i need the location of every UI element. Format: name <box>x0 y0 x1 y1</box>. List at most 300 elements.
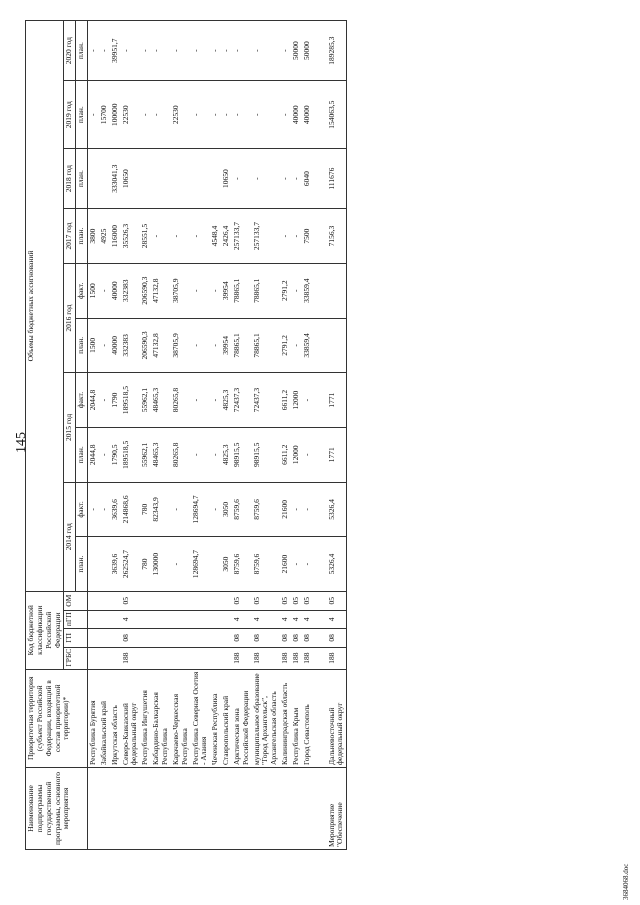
cell-grbs <box>221 647 232 669</box>
cell-2014-plan: 3050 <box>221 537 232 592</box>
table-row <box>110 21 121 850</box>
cell-2017-plan: 4548,4 <box>210 209 221 264</box>
cell-2014-plan <box>88 537 99 592</box>
cell-grbs: 188 <box>121 647 141 669</box>
spacer-cell <box>313 669 327 767</box>
cell-2020-plan: 50000 <box>302 21 313 81</box>
cell-gp <box>221 629 232 648</box>
cell-2017-plan: 28551,5 <box>140 209 151 264</box>
cell-grbs: 188 <box>280 647 291 669</box>
cell-program <box>140 767 151 849</box>
cell-2018-plan: - <box>232 149 252 209</box>
cell-2014-fact: - <box>88 482 99 537</box>
cell-program <box>171 767 191 849</box>
cell-2017-plan: - <box>151 209 171 264</box>
cell-2020-plan: - <box>140 21 151 81</box>
cell-2020-plan: - <box>191 21 211 81</box>
cell-om: 05 <box>291 591 302 610</box>
cell-pgp: 4 <box>252 610 281 629</box>
spacer-cell <box>313 209 327 264</box>
cell-2014-plan: - <box>302 537 313 592</box>
cell-2014-fact: - <box>171 482 191 537</box>
table-row <box>140 21 151 850</box>
cell-om <box>140 591 151 610</box>
header-plan: план. <box>76 149 88 209</box>
spacer-cell <box>313 647 327 669</box>
cell-grbs <box>210 647 221 669</box>
cell-2016-fact: 47132,8 <box>151 263 171 318</box>
cell-territory: Дальневосточный федеральный округ <box>327 669 347 767</box>
cell-2014-fact: 21600 <box>280 482 291 537</box>
cell-2019-plan: 40000 <box>302 81 313 149</box>
cell-2019-plan: - <box>210 81 221 149</box>
cell-2016-fact: 78865,1 <box>232 263 252 318</box>
cell-2014-plan: 21600 <box>280 537 291 592</box>
cell-territory: Арктическая зона Российской Федерации <box>232 669 252 767</box>
cell-2016-fact: 39954 <box>221 263 232 318</box>
cell-om <box>151 591 171 610</box>
cell-2017-plan: 3800 <box>88 209 99 264</box>
cell-2020-plan: 50000 <box>291 21 302 81</box>
table-row <box>302 21 313 850</box>
cell-2019-plan: 22530 <box>121 81 141 149</box>
cell-program <box>221 767 232 849</box>
cell-2015-plan: 55962,1 <box>140 427 151 482</box>
cell-grbs: 188 <box>252 647 281 669</box>
cell-2017-plan: 2426,4 <box>221 209 232 264</box>
spacer-cell <box>313 610 327 629</box>
cell-2016-plan: 206590,3 <box>140 318 151 373</box>
cell-2015-plan: 98915,5 <box>252 427 281 482</box>
cell-2014-plan <box>99 537 110 592</box>
cell-territory: Кабардино-Балкарская Республика <box>151 669 171 767</box>
cell-2015-fact: 48465,3 <box>151 373 171 428</box>
cell-gp <box>191 629 211 648</box>
table-row <box>171 21 191 850</box>
cell-2014-fact: 3050 <box>221 482 232 537</box>
cell-2014-plan: 128694,7 <box>191 537 211 592</box>
cell-pgp: 4 <box>232 610 252 629</box>
cell-2018-plan: 10650 <box>121 149 141 209</box>
spacer-cell <box>313 537 327 592</box>
table-body <box>88 21 347 850</box>
header-om: ОМ <box>64 591 88 610</box>
cell-2016-fact: 33859,4 <box>302 263 313 318</box>
cell-2014-plan <box>210 537 221 592</box>
cell-2015-fact: 80265,8 <box>171 373 191 428</box>
cell-2015-plan: 48465,3 <box>151 427 171 482</box>
header-year-2018: 2018 год <box>64 149 76 209</box>
cell-2016-fact: 1500 <box>88 263 99 318</box>
cell-om: 05 <box>232 591 252 610</box>
cell-2020-plan: - <box>171 21 191 81</box>
cell-2014-plan: - <box>291 537 302 592</box>
cell-2014-plan: - <box>171 537 191 592</box>
spacer-cell <box>313 373 327 428</box>
cell-2017-plan: 4925 <box>99 209 110 264</box>
cell-2016-plan: - <box>99 318 110 373</box>
cell-gp <box>99 629 110 648</box>
cell-grbs: 188 <box>291 647 302 669</box>
cell-2018-plan: - <box>291 149 302 209</box>
table-row <box>191 21 211 850</box>
cell-2019-plan: - <box>252 81 281 149</box>
cell-2014-plan: 3639,6 <box>110 537 121 592</box>
cell-program: Мероприятие "Обеспечение <box>327 767 347 849</box>
header-budget-classification: Код бюджетной классификации Российской Федерации <box>26 591 64 669</box>
page-number: 145 <box>14 432 29 453</box>
header-year-2017: 2017 год <box>64 209 76 264</box>
spacer-row <box>313 21 327 850</box>
spacer-cell <box>313 427 327 482</box>
budget-table <box>25 20 347 850</box>
cell-pgp: 4 <box>327 610 347 629</box>
cell-grbs <box>110 647 121 669</box>
cell-2017-plan: 35526,3 <box>121 209 141 264</box>
cell-program <box>151 767 171 849</box>
cell-2017-plan: 257133,7 <box>252 209 281 264</box>
cell-program <box>280 767 291 849</box>
cell-2014-plan: 780 <box>140 537 151 592</box>
table-row <box>210 21 221 850</box>
cell-grbs: 188 <box>232 647 252 669</box>
cell-2018-plan: 6040 <box>302 149 313 209</box>
cell-2014-fact: 5326,4 <box>327 482 347 537</box>
cell-2018-plan <box>88 149 99 209</box>
cell-2014-plan: 8759,6 <box>252 537 281 592</box>
cell-2019-plan: 154063,5 <box>327 81 347 149</box>
cell-2018-plan: 111676 <box>327 149 347 209</box>
table-row <box>99 21 110 850</box>
spacer-cell <box>313 767 327 849</box>
cell-om <box>110 591 121 610</box>
table-row <box>291 21 302 850</box>
cell-om: 05 <box>280 591 291 610</box>
cell-2018-plan: 10650 <box>221 149 232 209</box>
cell-2015-fact: 72437,3 <box>252 373 281 428</box>
cell-2018-plan <box>210 149 221 209</box>
cell-2014-fact: - <box>291 482 302 537</box>
cell-2019-plan: - <box>140 81 151 149</box>
header-program: Наименование подпрограммы государственной программы, основного мероприятия <box>26 767 88 849</box>
cell-2018-plan <box>151 149 171 209</box>
cell-2015-fact: 189518,5 <box>121 373 141 428</box>
cell-2015-plan: 80265,8 <box>171 427 191 482</box>
cell-pgp <box>110 610 121 629</box>
cell-pgp <box>221 610 232 629</box>
header-plan: план. <box>76 21 88 81</box>
header-year-2016: 2016 год <box>64 263 76 372</box>
cell-2015-fact: 6611,2 <box>280 373 291 428</box>
cell-program <box>291 767 302 849</box>
spacer-cell <box>313 21 327 81</box>
cell-om <box>88 591 99 610</box>
cell-2019-plan: - <box>88 81 99 149</box>
cell-2016-plan: 33859,4 <box>302 318 313 373</box>
cell-2020-plan: - <box>151 21 171 81</box>
cell-territory: Республика Крым <box>291 669 302 767</box>
cell-2015-fact: 12000 <box>291 373 302 428</box>
cell-2016-plan <box>327 318 347 373</box>
cell-2015-plan: - <box>191 427 211 482</box>
cell-2017-plan: 7156,3 <box>327 209 347 264</box>
cell-2019-plan: - <box>151 81 171 149</box>
cell-gp: 08 <box>232 629 252 648</box>
cell-pgp <box>210 610 221 629</box>
table-header <box>26 21 88 850</box>
cell-2016-plan: 47132,8 <box>151 318 171 373</box>
cell-2019-plan: 15700 <box>99 81 110 149</box>
cell-territory: Северо-Кавказский федеральный округ <box>121 669 141 767</box>
cell-2015-plan: - <box>99 427 110 482</box>
cell-2015-plan: 12000 <box>291 427 302 482</box>
cell-om: 05 <box>121 591 141 610</box>
spacer-cell <box>313 591 327 610</box>
cell-om <box>99 591 110 610</box>
cell-2016-plan: 2791,2 <box>280 318 291 373</box>
cell-program <box>99 767 110 849</box>
cell-2020-plan: - <box>280 21 291 81</box>
cell-2015-fact: 1790 <box>110 373 121 428</box>
cell-2017-plan: - <box>171 209 191 264</box>
header-plan: план. <box>76 209 88 264</box>
cell-program <box>110 767 121 849</box>
cell-gp <box>110 629 121 648</box>
cell-grbs <box>88 647 99 669</box>
cell-2016-plan: 1500 <box>88 318 99 373</box>
cell-2016-plan: - <box>191 318 211 373</box>
cell-2016-fact: 78865,1 <box>252 263 281 318</box>
cell-program <box>210 767 221 849</box>
header-plan: план. <box>76 81 88 149</box>
cell-2014-fact: 8759,6 <box>252 482 281 537</box>
cell-territory: муниципальное образование "Город Архангельск", Архангельская область <box>252 669 281 767</box>
cell-territory: Карачаево-Черкесская Республика <box>171 669 191 767</box>
cell-pgp <box>191 610 211 629</box>
cell-om <box>210 591 221 610</box>
cell-gp <box>88 629 99 648</box>
spacer-cell <box>313 629 327 648</box>
cell-2016-plan: 38705,9 <box>171 318 191 373</box>
cell-2018-plan <box>191 149 211 209</box>
cell-om <box>171 591 191 610</box>
cell-2020-plan: - <box>121 21 141 81</box>
cell-2015-fact: 4825,3 <box>221 373 232 428</box>
spacer-cell <box>313 81 327 149</box>
cell-2016-plan: - <box>291 318 302 373</box>
cell-2020-plan: 39951,7 <box>110 21 121 81</box>
cell-2019-plan: - <box>191 81 211 149</box>
cell-2017-plan: 257133,7 <box>232 209 252 264</box>
cell-gp <box>171 629 191 648</box>
table-row <box>88 21 99 850</box>
cell-2019-plan: 40000 <box>291 81 302 149</box>
cell-2015-plan: 4825,3 <box>221 427 232 482</box>
cell-2018-plan: - <box>280 149 291 209</box>
cell-2016-fact: 40000 <box>110 263 121 318</box>
spacer-cell <box>313 482 327 537</box>
header-fact: факт. <box>76 263 88 318</box>
cell-territory: Ставропольский край <box>221 669 232 767</box>
cell-2020-plan: - <box>210 21 221 81</box>
header-year-2019: 2019 год <box>64 81 76 149</box>
cell-2015-fact: - <box>210 373 221 428</box>
cell-territory: Забайкальский край <box>99 669 110 767</box>
cell-2015-fact: 72437,3 <box>232 373 252 428</box>
cell-program <box>88 767 99 849</box>
cell-2015-plan: 98915,5 <box>232 427 252 482</box>
cell-2014-plan: 8759,6 <box>232 537 252 592</box>
cell-2019-plan: - <box>232 81 252 149</box>
cell-program <box>121 767 141 849</box>
cell-pgp: 4 <box>121 610 141 629</box>
cell-2019-plan: - <box>221 81 232 149</box>
cell-2016-fact <box>327 263 347 318</box>
cell-2016-plan: - <box>210 318 221 373</box>
cell-program <box>302 767 313 849</box>
cell-2019-plan: 22530 <box>171 81 191 149</box>
cell-pgp: 4 <box>280 610 291 629</box>
cell-2016-fact: - <box>210 263 221 318</box>
cell-territory: Республика Бурятия <box>88 669 99 767</box>
cell-2016-fact: - <box>99 263 110 318</box>
cell-gp: 08 <box>280 629 291 648</box>
cell-2014-fact: - <box>302 482 313 537</box>
cell-program <box>232 767 252 849</box>
cell-2015-fact: - <box>99 373 110 428</box>
cell-om <box>191 591 211 610</box>
cell-2020-plan: 189285,3 <box>327 21 347 81</box>
cell-2017-plan: 116000 <box>110 209 121 264</box>
cell-gp <box>140 629 151 648</box>
header-fact: факт. <box>76 482 88 537</box>
header-grbs: ГРБС <box>64 647 88 669</box>
table-row <box>151 21 171 850</box>
spacer-cell <box>313 318 327 373</box>
cell-gp <box>210 629 221 648</box>
cell-pgp <box>171 610 191 629</box>
cell-territory: Город Севастополь <box>302 669 313 767</box>
cell-2015-plan: 2044,8 <box>88 427 99 482</box>
cell-om: 05 <box>252 591 281 610</box>
cell-2014-fact: 128694,7 <box>191 482 211 537</box>
cell-2015-plan: 6611,2 <box>280 427 291 482</box>
cell-program <box>252 767 281 849</box>
cell-2017-plan: - <box>280 209 291 264</box>
cell-2015-fact: 1771 <box>327 373 347 428</box>
cell-2018-plan <box>140 149 151 209</box>
header-pgp: пГП <box>64 610 88 629</box>
cell-territory: Чеченская Республика <box>210 669 221 767</box>
cell-2016-fact: 332383 <box>121 263 141 318</box>
header-volumes: Объемы бюджетных ассигнований <box>26 21 64 592</box>
cell-pgp <box>99 610 110 629</box>
cell-2017-plan: - <box>291 209 302 264</box>
document-filename: 3684068.doc <box>622 863 630 900</box>
cell-2015-fact: - <box>302 373 313 428</box>
cell-2020-plan: - <box>252 21 281 81</box>
header-year-2020: 2020 год <box>64 21 76 81</box>
cell-2020-plan: - <box>221 21 232 81</box>
cell-pgp <box>140 610 151 629</box>
cell-om: 05 <box>327 591 347 610</box>
cell-2016-fact: 38705,9 <box>171 263 191 318</box>
cell-gp <box>151 629 171 648</box>
header-year-2014: 2014 год <box>64 482 76 591</box>
cell-2014-plan: 130000 <box>151 537 171 592</box>
header-gp: ГП <box>64 629 88 648</box>
header-plan: план. <box>76 537 88 592</box>
cell-gp: 08 <box>121 629 141 648</box>
cell-2016-fact: - <box>291 263 302 318</box>
cell-2017-plan: 7500 <box>302 209 313 264</box>
cell-2014-fact: 214868,6 <box>121 482 141 537</box>
cell-2015-plan: 189518,5 <box>121 427 141 482</box>
cell-2018-plan <box>171 149 191 209</box>
cell-2016-plan: 78865,1 <box>252 318 281 373</box>
header-territory: Приоритетная территория (субъект Российской Федерации, входящий в состав приоритетной территории)* <box>26 669 88 767</box>
cell-2016-fact: - <box>191 263 211 318</box>
cell-2016-plan: 78865,1 <box>232 318 252 373</box>
table-row <box>121 21 141 850</box>
cell-2016-plan: 40000 <box>110 318 121 373</box>
cell-pgp: 4 <box>291 610 302 629</box>
cell-territory: Республика Северная Осетия - Алания <box>191 669 211 767</box>
cell-2015-fact: - <box>191 373 211 428</box>
cell-2016-fact: 2791,2 <box>280 263 291 318</box>
cell-2015-plan: 1771 <box>327 427 347 482</box>
header-fact: факт. <box>76 373 88 428</box>
cell-gp: 08 <box>252 629 281 648</box>
cell-2014-fact: 780 <box>140 482 151 537</box>
cell-program <box>191 767 211 849</box>
cell-grbs <box>171 647 191 669</box>
cell-2018-plan <box>99 149 110 209</box>
cell-2016-fact: 206590,3 <box>140 263 151 318</box>
cell-2015-plan: - <box>210 427 221 482</box>
cell-2014-fact: 3639,6 <box>110 482 121 537</box>
table-row <box>327 21 347 850</box>
cell-2018-plan: 333041,3 <box>110 149 121 209</box>
spacer-cell <box>313 263 327 318</box>
cell-2018-plan: - <box>252 149 281 209</box>
cell-2014-plan: 262524,7 <box>121 537 141 592</box>
cell-2019-plan: - <box>280 81 291 149</box>
cell-2015-plan: - <box>302 427 313 482</box>
cell-2016-plan: 39954 <box>221 318 232 373</box>
cell-2014-fact: - <box>210 482 221 537</box>
cell-2015-fact: 55962,1 <box>140 373 151 428</box>
cell-territory: Республика Ингушетия <box>140 669 151 767</box>
header-plan: план. <box>76 318 88 373</box>
cell-pgp <box>88 610 99 629</box>
table-row <box>221 21 232 850</box>
cell-territory: Иркутская область <box>110 669 121 767</box>
cell-2020-plan: - <box>88 21 99 81</box>
cell-pgp: 4 <box>302 610 313 629</box>
cell-gp: 08 <box>327 629 347 648</box>
header-year-2015: 2015 год <box>64 373 76 482</box>
cell-2014-fact: 82343,9 <box>151 482 171 537</box>
cell-pgp <box>151 610 171 629</box>
header-plan: план. <box>76 427 88 482</box>
cell-grbs: 188 <box>327 647 347 669</box>
table-row <box>252 21 281 850</box>
cell-2014-fact: 8759,6 <box>232 482 252 537</box>
cell-territory: Калининградская область <box>280 669 291 767</box>
cell-gp: 08 <box>302 629 313 648</box>
cell-2014-fact: - <box>99 482 110 537</box>
